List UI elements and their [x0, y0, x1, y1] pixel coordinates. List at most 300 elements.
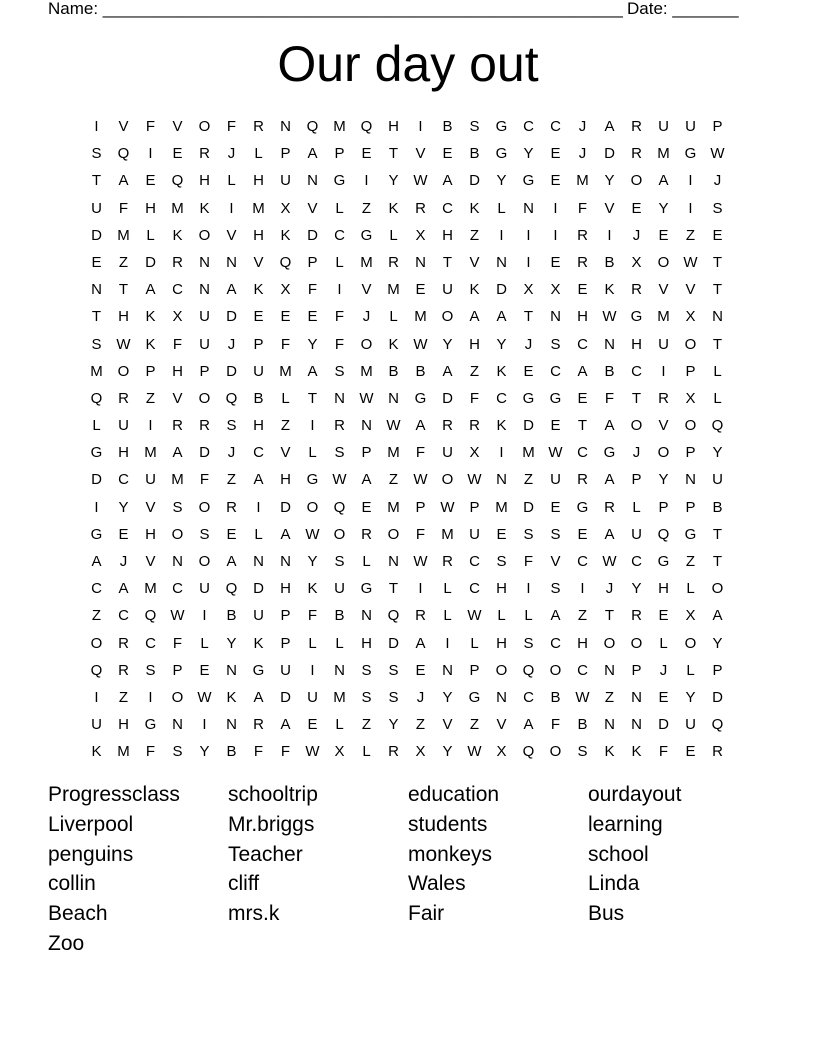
grid-letter: C	[631, 362, 642, 380]
grid-letter: I	[553, 226, 558, 244]
word-bank-item: penguins	[48, 842, 134, 866]
grid-letter: E	[172, 145, 183, 163]
grid-letter: R	[172, 253, 183, 271]
grid-letter: L	[632, 498, 641, 516]
grid-letter: E	[145, 172, 156, 190]
grid-letter: V	[658, 281, 669, 299]
grid-letter: C	[442, 199, 453, 217]
grid-letter: W	[467, 743, 482, 761]
grid-letter: O	[684, 335, 697, 353]
grid-letter: Y	[604, 172, 615, 190]
grid-letter: J	[524, 335, 533, 353]
grid-letter: N	[226, 661, 237, 679]
grid-letter: E	[631, 199, 642, 217]
grid-letter: E	[658, 688, 669, 706]
grid-letter: H	[280, 471, 291, 489]
grid-letter: P	[712, 661, 723, 679]
grid-letter: F	[307, 281, 318, 299]
grid-letter: U	[91, 716, 102, 734]
grid-letter: S	[712, 199, 723, 217]
grid-letter: U	[253, 362, 264, 380]
date-field-label: Date: _______	[627, 0, 739, 18]
grid-letter: A	[226, 553, 237, 570]
grid-letter: P	[631, 471, 642, 489]
grid-letter: L	[686, 661, 695, 679]
grid-letter: Z	[361, 716, 372, 734]
grid-letter: X	[280, 199, 291, 217]
grid-letter: A	[307, 145, 318, 163]
grid-letter: E	[577, 525, 588, 543]
grid-letter: A	[469, 308, 480, 326]
grid-letter: Q	[522, 661, 535, 679]
grid-letter: D	[199, 444, 210, 462]
grid-letter: I	[499, 444, 504, 462]
grid-letter: F	[469, 389, 480, 407]
grid-letter: N	[91, 281, 102, 299]
grid-letter: W	[413, 553, 428, 570]
word-bank-item: Linda	[588, 872, 640, 896]
grid-letter: K	[91, 743, 102, 761]
word-bank-item: Wales	[408, 872, 466, 896]
grid-letter: L	[335, 716, 344, 734]
grid-letter: C	[550, 634, 561, 652]
grid-letter: O	[441, 471, 454, 489]
grid-letter: A	[118, 172, 129, 190]
grid-letter: M	[387, 498, 400, 516]
grid-letter: A	[172, 444, 183, 462]
grid-letter: K	[199, 199, 210, 217]
grid-letter: X	[523, 281, 534, 299]
grid-letter: S	[91, 145, 102, 163]
grid-letter: O	[684, 417, 697, 435]
grid-letter: O	[171, 688, 184, 706]
grid-letter: A	[226, 281, 237, 299]
grid-letter: E	[118, 525, 129, 543]
grid-letter: J	[227, 444, 236, 462]
grid-letter: M	[522, 444, 535, 462]
grid-letter: P	[469, 661, 480, 679]
grid-letter: C	[172, 580, 183, 598]
grid-letter: O	[90, 634, 103, 652]
grid-letter: J	[227, 335, 236, 353]
grid-letter: E	[226, 525, 237, 543]
grid-letter: S	[550, 525, 561, 543]
grid-letter: S	[550, 335, 561, 353]
grid-letter: M	[657, 145, 670, 163]
grid-letter: A	[442, 362, 453, 380]
grid-letter: R	[199, 145, 210, 163]
grid-letter: W	[116, 335, 131, 353]
grid-letter: P	[253, 335, 264, 353]
grid-letter: R	[631, 281, 642, 299]
grid-letter: U	[685, 716, 696, 734]
grid-letter: A	[550, 607, 561, 625]
grid-letter: U	[199, 335, 210, 353]
grid-letter: D	[388, 634, 399, 652]
grid-letter: G	[657, 553, 670, 570]
grid-letter: T	[523, 308, 534, 326]
grid-letter: D	[253, 580, 264, 598]
grid-letter: S	[496, 553, 507, 570]
grid-letter: I	[418, 580, 423, 598]
grid-letter: U	[199, 580, 210, 598]
grid-letter: G	[252, 661, 265, 679]
grid-letter: L	[659, 634, 668, 652]
grid-letter: I	[94, 688, 99, 706]
grid-letter: G	[495, 145, 508, 163]
grid-letter: K	[631, 743, 642, 761]
grid-letter: H	[496, 634, 507, 652]
grid-letter: U	[442, 444, 453, 462]
grid-letter: Z	[415, 716, 426, 734]
grid-letter: Z	[118, 253, 129, 271]
grid-letter: H	[469, 335, 480, 353]
grid-letter: S	[334, 553, 345, 570]
grid-letter: N	[226, 253, 237, 271]
grid-letter: U	[280, 661, 291, 679]
word-bank-item: cliff	[228, 872, 260, 896]
grid-letter: R	[199, 417, 210, 435]
grid-letter: X	[415, 226, 426, 244]
grid-letter: B	[334, 607, 345, 625]
grid-letter: C	[469, 580, 480, 598]
grid-letter: F	[550, 716, 561, 734]
grid-letter: A	[577, 362, 588, 380]
grid-letter: K	[253, 634, 264, 652]
grid-letter: K	[604, 743, 615, 761]
grid-letter: N	[415, 253, 426, 271]
grid-letter: E	[658, 226, 669, 244]
grid-letter: B	[577, 716, 588, 734]
grid-letter: P	[361, 444, 372, 462]
grid-letter: J	[713, 172, 722, 190]
grid-letter: S	[361, 688, 372, 706]
grid-letter: F	[145, 743, 156, 761]
grid-letter: N	[496, 688, 507, 706]
grid-letter: I	[526, 253, 531, 271]
grid-letter: D	[496, 281, 507, 299]
grid-letter: K	[226, 688, 237, 706]
grid-letter: H	[658, 580, 669, 598]
grid-letter: W	[467, 471, 482, 489]
grid-letter: Y	[658, 199, 669, 217]
grid-letter: H	[388, 118, 399, 135]
grid-letter: E	[199, 661, 210, 679]
grid-letter: Z	[226, 471, 237, 489]
grid-letter: P	[415, 498, 426, 516]
grid-letter: V	[415, 145, 426, 163]
grid-letter: N	[496, 253, 507, 271]
word-search-grid	[83, 113, 731, 766]
grid-letter: K	[145, 308, 156, 326]
grid-letter: P	[658, 498, 669, 516]
grid-letter: T	[712, 553, 723, 570]
grid-letter: U	[334, 580, 345, 598]
grid-letter: S	[523, 634, 534, 652]
grid-letter: X	[631, 253, 642, 271]
grid-letter: P	[334, 145, 345, 163]
grid-letter: U	[712, 471, 723, 489]
grid-letter: E	[712, 226, 723, 244]
grid-letter: P	[280, 607, 291, 625]
grid-letter: K	[388, 335, 399, 353]
grid-letter: D	[307, 226, 318, 244]
grid-letter: F	[523, 553, 534, 570]
grid-letter: D	[145, 253, 156, 271]
grid-letter: I	[94, 118, 99, 135]
grid-letter: U	[307, 688, 318, 706]
grid-letter: P	[685, 362, 696, 380]
grid-letter: N	[523, 199, 534, 217]
grid-letter: E	[550, 145, 561, 163]
grid-letter: M	[171, 471, 184, 489]
grid-letter: A	[280, 716, 291, 734]
grid-letter: X	[469, 444, 480, 462]
grid-letter: I	[688, 199, 693, 217]
grid-letter: G	[306, 471, 319, 489]
grid-letter: N	[199, 253, 210, 271]
grid-letter: O	[333, 525, 346, 543]
grid-letter: H	[118, 308, 129, 326]
grid-letter: S	[91, 335, 102, 353]
grid-letter: E	[577, 389, 588, 407]
grid-letter: Z	[361, 199, 372, 217]
grid-letter: B	[550, 688, 561, 706]
grid-letter: N	[388, 553, 399, 570]
grid-letter: K	[307, 580, 318, 598]
grid-letter: B	[442, 118, 453, 135]
grid-letter: R	[253, 716, 264, 734]
grid-letter: L	[281, 389, 290, 407]
grid-letter: P	[712, 118, 723, 135]
grid-letter: H	[577, 308, 588, 326]
grid-letter: G	[603, 444, 616, 462]
grid-letter: X	[415, 743, 426, 761]
grid-letter: G	[360, 580, 373, 598]
grid-letter: C	[145, 634, 156, 652]
grid-letter: N	[280, 553, 291, 570]
grid-letter: E	[550, 172, 561, 190]
grid-letter: S	[226, 417, 237, 435]
grid-letter: W	[440, 498, 455, 516]
grid-letter: O	[657, 444, 670, 462]
grid-letter: Q	[711, 716, 724, 734]
grid-letter: G	[576, 498, 589, 516]
grid-letter: A	[712, 607, 723, 625]
grid-letter: L	[254, 525, 263, 543]
grid-letter: U	[199, 308, 210, 326]
grid-letter: G	[90, 444, 103, 462]
grid-letter: X	[172, 308, 183, 326]
grid-letter: L	[362, 553, 371, 570]
grid-letter: Q	[90, 661, 103, 679]
grid-letter: O	[171, 525, 184, 543]
grid-letter: C	[172, 281, 183, 299]
grid-letter: C	[118, 607, 129, 625]
grid-letter: H	[496, 580, 507, 598]
grid-letter: B	[712, 498, 723, 516]
grid-letter: U	[658, 335, 669, 353]
grid-letter: Q	[171, 172, 184, 190]
grid-letter: G	[684, 145, 697, 163]
grid-letter: A	[118, 580, 129, 598]
grid-letter: Z	[91, 607, 102, 625]
grid-letter: T	[712, 253, 723, 271]
grid-letter: H	[631, 335, 642, 353]
grid-letter: M	[495, 498, 508, 516]
word-bank-item: Fair	[408, 902, 445, 926]
grid-letter: N	[631, 716, 642, 734]
grid-letter: S	[577, 743, 588, 761]
grid-letter: Z	[145, 389, 156, 407]
grid-letter: W	[332, 471, 347, 489]
grid-letter: Q	[387, 607, 400, 625]
grid-letter: C	[550, 118, 561, 135]
grid-letter: E	[361, 145, 372, 163]
grid-letter: L	[686, 580, 695, 598]
grid-letter: V	[172, 118, 183, 135]
grid-letter: C	[523, 118, 534, 135]
grid-letter: O	[711, 580, 724, 598]
grid-letter: N	[712, 308, 723, 326]
grid-letter: Y	[496, 172, 507, 190]
grid-letter: J	[227, 145, 236, 163]
grid-letter: G	[468, 688, 481, 706]
grid-letter: O	[630, 634, 643, 652]
word-bank-item: students	[408, 812, 488, 836]
grid-letter: F	[334, 335, 345, 353]
word-bank-item: Teacher	[228, 842, 303, 866]
grid-letter: M	[117, 226, 130, 244]
word-bank-item: Liverpool	[48, 812, 134, 836]
grid-letter: Y	[307, 335, 318, 353]
grid-letter: I	[256, 498, 261, 516]
grid-letter: E	[91, 253, 102, 271]
grid-letter: V	[604, 199, 615, 217]
grid-letter: T	[712, 525, 723, 543]
grid-letter: N	[685, 471, 696, 489]
grid-letter: A	[658, 172, 669, 190]
grid-letter: P	[631, 661, 642, 679]
grid-letter: P	[280, 145, 291, 163]
grid-letter: P	[307, 253, 318, 271]
grid-letter: G	[684, 525, 697, 543]
grid-letter: K	[388, 199, 399, 217]
grid-letter: C	[118, 471, 129, 489]
grid-letter: D	[523, 417, 534, 435]
grid-letter: A	[280, 525, 291, 543]
grid-letter: O	[198, 498, 211, 516]
grid-letter: N	[307, 172, 318, 190]
grid-letter: H	[118, 716, 129, 734]
grid-letter: N	[226, 716, 237, 734]
grid-letter: S	[145, 661, 156, 679]
grid-letter: L	[524, 607, 533, 625]
grid-letter: B	[388, 362, 399, 380]
word-bank-item: Zoo	[48, 931, 85, 955]
grid-letter: L	[497, 607, 506, 625]
grid-letter: Q	[90, 389, 103, 407]
grid-letter: Y	[496, 335, 507, 353]
grid-letter: F	[577, 199, 588, 217]
grid-letter: R	[361, 525, 372, 543]
grid-letter: U	[550, 471, 561, 489]
grid-letter: W	[413, 172, 428, 190]
word-bank-item: learning	[588, 812, 663, 836]
grid-letter: H	[280, 580, 291, 598]
grid-letter: Q	[657, 525, 670, 543]
grid-letter: A	[523, 716, 534, 734]
grid-letter: S	[388, 661, 399, 679]
grid-letter: N	[334, 389, 345, 407]
grid-letter: Q	[711, 417, 724, 435]
grid-letter: L	[389, 226, 398, 244]
grid-letter: L	[335, 199, 344, 217]
grid-letter: U	[469, 525, 480, 543]
grid-letter: X	[496, 743, 507, 761]
grid-letter: J	[578, 118, 587, 135]
grid-letter: P	[685, 444, 696, 462]
grid-letter: G	[414, 389, 427, 407]
grid-letter: L	[308, 634, 317, 652]
grid-letter: Z	[118, 688, 129, 706]
grid-letter: V	[496, 716, 507, 734]
grid-letter: S	[550, 580, 561, 598]
grid-letter: M	[333, 118, 346, 135]
grid-letter: P	[199, 362, 210, 380]
grid-letter: F	[253, 743, 264, 761]
grid-letter: R	[172, 417, 183, 435]
grid-letter: E	[280, 308, 291, 326]
grid-letter: M	[333, 688, 346, 706]
grid-letter: O	[441, 308, 454, 326]
grid-letter: F	[172, 634, 183, 652]
grid-letter: S	[334, 444, 345, 462]
word-bank-item: school	[588, 842, 649, 866]
grid-letter: F	[226, 118, 237, 135]
grid-letter: K	[604, 281, 615, 299]
grid-letter: W	[359, 389, 374, 407]
grid-letter: T	[91, 308, 102, 326]
grid-letter: V	[361, 281, 372, 299]
grid-letter: Q	[306, 118, 319, 135]
grid-letter: X	[334, 743, 345, 761]
grid-letter: Z	[577, 607, 588, 625]
grid-letter: E	[523, 362, 534, 380]
word-bank	[48, 780, 768, 959]
grid-letter: E	[685, 743, 696, 761]
grid-letter: N	[334, 661, 345, 679]
grid-letter: Y	[388, 172, 399, 190]
grid-letter: I	[661, 362, 666, 380]
grid-letter: E	[307, 716, 318, 734]
grid-letter: Y	[685, 688, 696, 706]
grid-letter: R	[469, 417, 480, 435]
grid-letter: I	[499, 226, 504, 244]
grid-letter: R	[631, 607, 642, 625]
grid-letter: B	[226, 743, 237, 761]
grid-letter: O	[198, 389, 211, 407]
grid-letter: L	[335, 253, 344, 271]
grid-letter: I	[526, 226, 531, 244]
grid-letter: S	[334, 362, 345, 380]
grid-letter: U	[631, 525, 642, 543]
grid-letter: W	[683, 253, 698, 271]
grid-letter: A	[253, 688, 264, 706]
grid-letter: Q	[279, 253, 292, 271]
grid-letter: R	[226, 498, 237, 516]
grid-letter: O	[198, 118, 211, 135]
